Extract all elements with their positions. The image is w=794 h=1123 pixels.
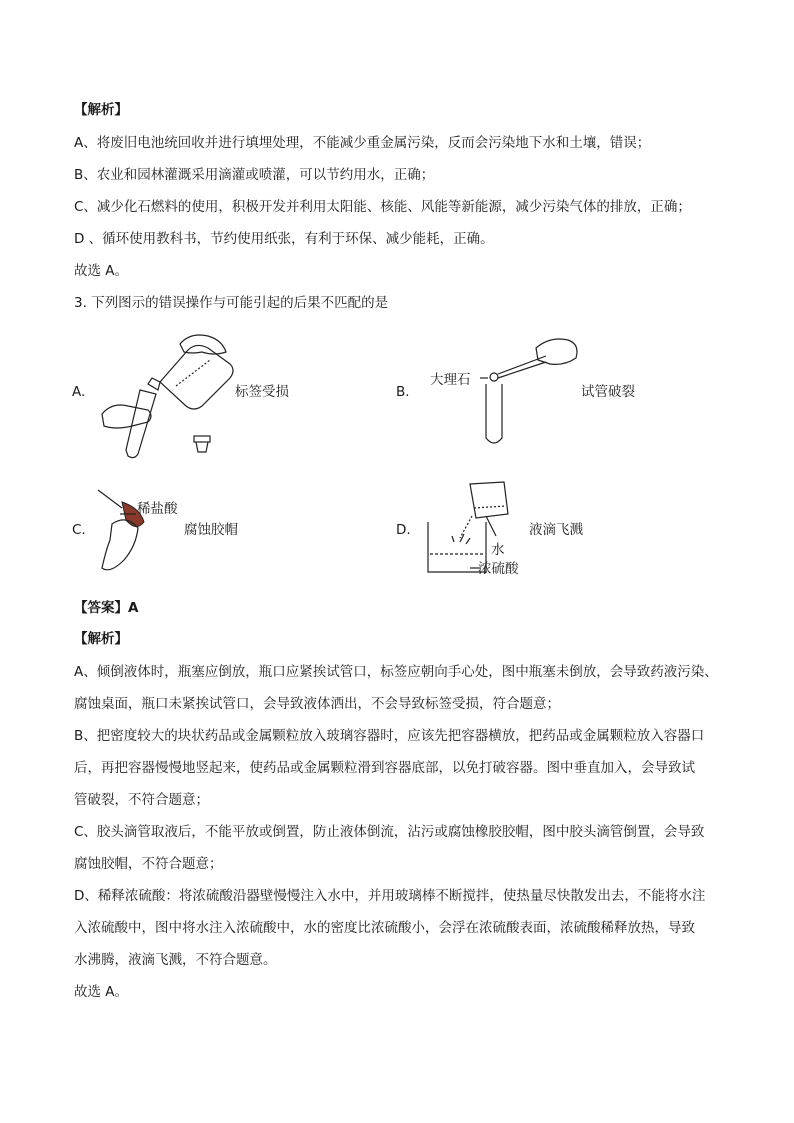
analysis-line: C、减少化石燃料的使用，积极开发并利用太阳能、核能、风能等新能源，减少污染气体的排放，正确； xyxy=(74,199,691,215)
option-b-figure xyxy=(476,330,586,450)
reagent-bottle-icon xyxy=(148,345,233,409)
acid-label: 浓硫酸 xyxy=(478,561,519,577)
answer: 【答案】A xyxy=(74,600,139,616)
option-a-letter: A. xyxy=(72,384,86,400)
stopper-icon xyxy=(194,436,210,452)
analysis-line: B、农业和园林灌溉采用滴灌或喷灌，可以节约用水，正确； xyxy=(74,167,435,183)
analysis-heading-2: 【解析】 xyxy=(74,631,128,647)
analysis-line: B、把密度较大的块状药品或金属颗粒放入玻璃容器时，应该先把容器横放，把药品或金属颗粒放入容器口 xyxy=(74,728,705,744)
splash-icon xyxy=(452,534,470,544)
option-c-figure xyxy=(92,484,162,580)
analysis-line: A、倾倒液体时，瓶塞应倒放，瓶口应紧挨试管口，标签应朝向手心处，图中瓶塞未倒放，会导致药液污染、 xyxy=(74,664,718,680)
water-beaker-icon xyxy=(470,482,508,518)
hcl-label: 稀盐酸 xyxy=(137,501,178,517)
marble-icon xyxy=(490,373,498,381)
pointer-line xyxy=(486,516,496,536)
analysis-line: C、胶头滴管取液后，不能平放或倒置，防止液体倒流，沾污或腐蚀橡胶胶帽，图中胶头滴管倒置，会导致 xyxy=(74,824,705,840)
analysis-line: 腐蚀桌面，瓶口未紧挨试管口，会导致液体洒出，不会导致标签受损，符合题意； xyxy=(74,696,560,712)
analysis-line: A、将废旧电池统回收并进行填埋处理，不能减少重金属污染，反而会污染地下水和土壤，错误； xyxy=(74,135,651,151)
option-c-letter: C. xyxy=(72,522,86,538)
analysis-line: 腐蚀胶帽，不符合题意； xyxy=(74,856,223,872)
conclusion-2: 故选 A。 xyxy=(74,984,129,1000)
marble-label: 大理石 xyxy=(430,372,471,388)
analysis-line: 后，再把容器慢慢地竖起来，使药品或金属颗粒滑到容器底部，以免打破容器。图中垂直加入，会导致试 xyxy=(74,760,695,776)
hand-icon xyxy=(536,339,577,364)
option-d-letter: D. xyxy=(396,522,411,538)
hand-icon xyxy=(102,405,151,428)
conclusion-1: 故选 A。 xyxy=(74,263,129,279)
dropper-tube-icon xyxy=(98,490,122,508)
option-a-figure xyxy=(98,330,238,460)
option-a-caption: 标签受损 xyxy=(235,384,289,400)
tweezers-icon xyxy=(498,356,546,378)
question-stem: 3. 下列图示的错误操作与可能引起的后果不匹配的是 xyxy=(74,295,389,311)
analysis-line: 管破裂，不符合题意； xyxy=(74,792,209,808)
test-tube-icon xyxy=(486,384,502,443)
analysis-line: D、稀释浓硫酸：将浓硫酸沿器壁慢慢注入水中，并用玻璃棒不断搅拌，使热量尽快散发出去，不能将水注 xyxy=(74,888,706,904)
analysis-heading-1: 【解析】 xyxy=(74,102,128,118)
hand-icon xyxy=(102,520,138,570)
option-c-caption: 腐蚀胶帽 xyxy=(184,522,238,538)
water-label: 水 xyxy=(491,542,505,558)
option-b-letter: B. xyxy=(396,384,410,400)
option-b-caption: 试管破裂 xyxy=(581,384,635,400)
analysis-line: D 、循环使用教科书，节约使用纸张，有利于环保、减少能耗，正确。 xyxy=(74,231,494,247)
analysis-line: 水沸腾，液滴飞溅，不符合题意。 xyxy=(74,952,277,968)
option-d-caption: 液滴飞溅 xyxy=(529,522,583,538)
water-stream-icon xyxy=(460,516,472,538)
analysis-line: 入浓硫酸中，图中将水注入浓硫酸中，水的密度比浓硫酸小，会浮在浓硫酸表面，浓硫酸稀释放热，导致 xyxy=(74,920,695,936)
